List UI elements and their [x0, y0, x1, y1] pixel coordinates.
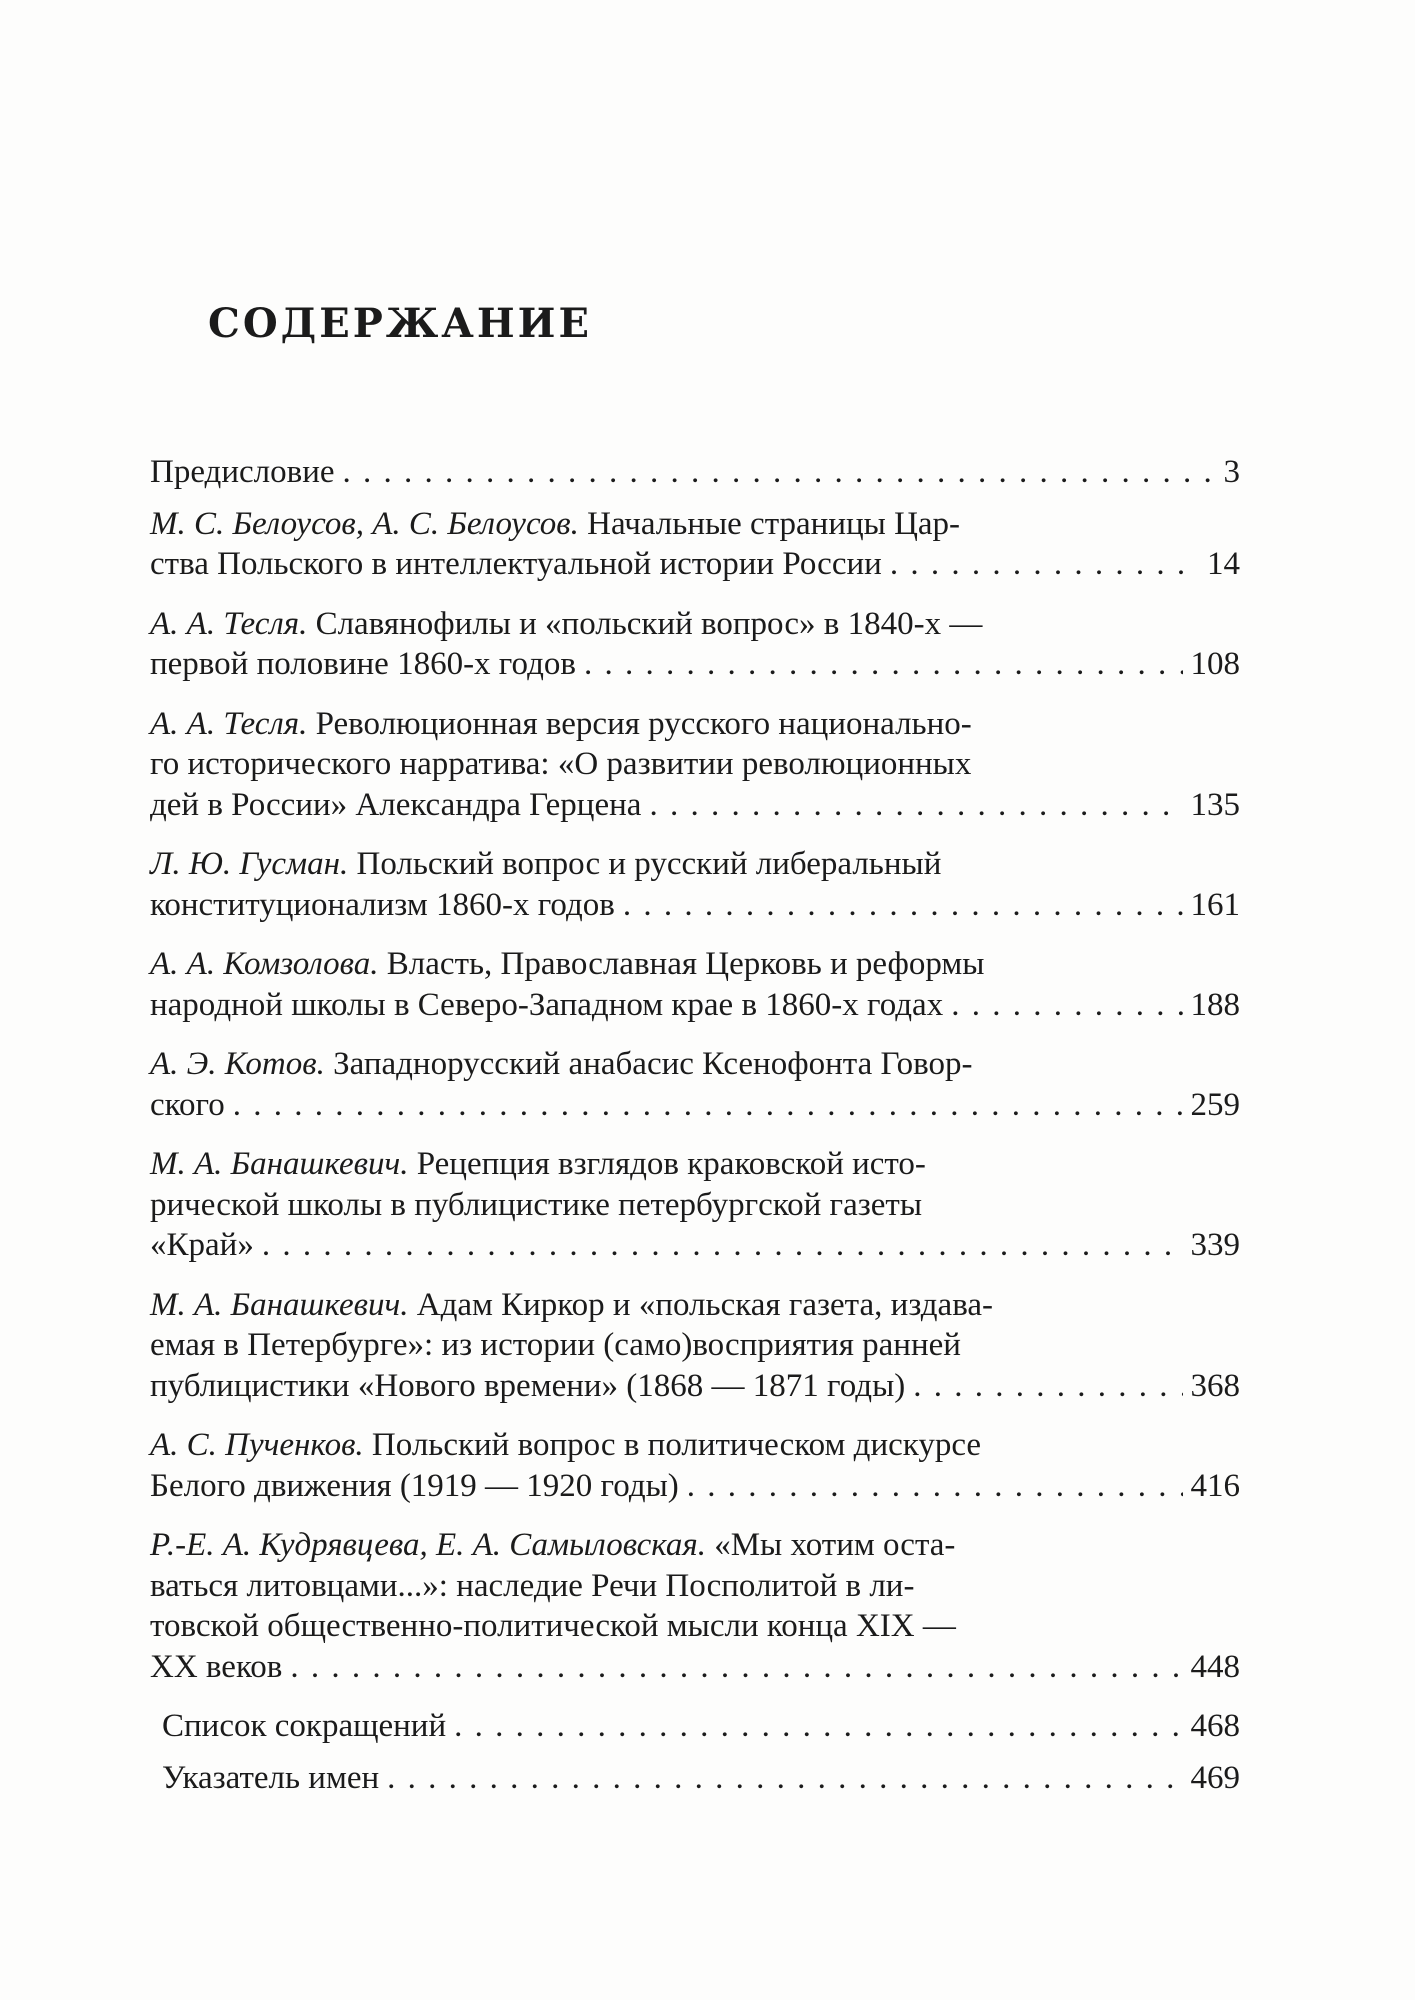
- toc-entry-title-text: ства Польского в интеллектуальной истории России: [150, 546, 882, 582]
- dot-leader: [343, 452, 1216, 493]
- toc-entry-first-line: [150, 844, 1240, 885]
- toc-entry-title-text: Польский вопрос и русский либеральный: [348, 846, 942, 882]
- toc-entry-title-text: XX веков: [150, 1648, 283, 1685]
- toc-page-number: 135: [1190, 786, 1240, 823]
- toc-entry-last-line: [162, 1758, 1240, 1799]
- toc-entry-author: М. А. Банашкевич.: [150, 1146, 409, 1182]
- toc-entry-title-text: народной школы в Северо-Западном крае в 1860-х годах: [150, 986, 944, 1023]
- toc-entry[interactable]: [150, 604, 1240, 685]
- toc-entry-last-line: [150, 1225, 1240, 1266]
- toc-entry-author: М. А. Банашкевич.: [150, 1286, 409, 1323]
- toc-entry-last-line: [150, 985, 1240, 1026]
- dot-leader: [454, 1706, 1182, 1747]
- toc-entry-author: А. А. Тесля.: [150, 605, 308, 642]
- toc-entry-title-text: Власть, Православная Церковь и реформы: [378, 946, 985, 982]
- toc-entry-last-line: [150, 1085, 1240, 1126]
- toc-entry-title-text: Западнорусский анабасис Ксенофонта Говор-: [324, 1046, 973, 1082]
- dot-leader: [623, 885, 1183, 926]
- toc-page-number: 469: [1190, 1759, 1240, 1796]
- toc-entry[interactable]: [150, 1425, 1240, 1506]
- toc-entry-title-text: товской общественно-политической мысли конца XIX —: [150, 1608, 956, 1644]
- toc-entry[interactable]: [150, 844, 1240, 925]
- toc-entry-title-text: «Мы хотим оста-: [705, 1527, 956, 1563]
- toc-page-number: 3: [1223, 454, 1240, 490]
- toc-entry-author: А. Э. Котов.: [150, 1046, 325, 1082]
- table-of-contents: [150, 452, 1240, 1809]
- dot-leader: [290, 1647, 1182, 1688]
- toc-entry-first-line: [150, 944, 1240, 985]
- toc-entry-author: А. С. Пученков.: [150, 1427, 364, 1463]
- toc-page-number: 368: [1190, 1367, 1240, 1404]
- toc-entry-last-line: [150, 785, 1240, 826]
- dot-leader: [262, 1225, 1183, 1266]
- toc-entry-title-text: Рецепция взглядов краковской исто-: [408, 1146, 926, 1182]
- toc-entry-last-line: [150, 1466, 1240, 1507]
- toc-entry-title-text: первой половине 1860-х годов: [150, 646, 576, 682]
- toc-entry-first-line: [150, 1044, 1240, 1085]
- toc-entry-title-text: Польский вопрос в политическом дискурсе: [363, 1427, 982, 1463]
- toc-page-number: 468: [1190, 1708, 1240, 1744]
- dot-leader: [951, 985, 1182, 1026]
- toc-entry-title-text: ского: [150, 1086, 225, 1123]
- toc-entry[interactable]: [150, 704, 1240, 826]
- toc-entry-author: А. А. Тесля.: [150, 705, 308, 742]
- toc-page-number: 14: [1207, 546, 1240, 582]
- toc-entry-title-text: рической школы в публицистике петербургской газеты: [150, 1186, 922, 1223]
- toc-entry-first-line: [150, 1285, 1240, 1326]
- toc-entry-abbreviations[interactable]: [150, 1706, 1240, 1747]
- toc-entry-title-text: емая в Петербурге»: из истории (само)восприятия ранней: [150, 1327, 961, 1363]
- dot-leader: [584, 644, 1183, 685]
- toc-page-number: 108: [1190, 646, 1240, 682]
- toc-entry-title-text: Начальные страницы Цар-: [578, 505, 961, 542]
- dot-leader: [890, 544, 1199, 585]
- toc-entry-first-line: [150, 704, 1240, 745]
- toc-page-number: 259: [1190, 1086, 1240, 1123]
- toc-entry-title-text: публицистики «Нового времени» (1868 — 1871 годы): [150, 1367, 906, 1404]
- toc-entry-last-line: [150, 885, 1240, 926]
- toc-page-number: 448: [1190, 1648, 1240, 1685]
- toc-entry-author: А. А. Комзолова.: [150, 946, 379, 982]
- toc-entry-first-line: [150, 1144, 1240, 1185]
- toc-entry[interactable]: [150, 504, 1240, 585]
- page-title: СОДЕРЖАНИЕ: [208, 300, 592, 347]
- toc-entry-title-text: Славянофилы и «польский вопрос» в 1840-х —: [307, 605, 983, 642]
- toc-entry[interactable]: [150, 1044, 1240, 1125]
- toc-entry[interactable]: [150, 944, 1240, 1025]
- toc-entry-title-text: дей в России» Александра Герцена: [150, 786, 642, 823]
- dot-leader: [233, 1085, 1183, 1126]
- toc-entry-first-line: [150, 604, 1240, 645]
- toc-entry[interactable]: [150, 1144, 1240, 1266]
- toc-entry-last-line: [150, 1366, 1240, 1407]
- dot-leader: [687, 1466, 1183, 1507]
- toc-entry-title-text: Революционная версия русского национально-: [307, 705, 972, 742]
- toc-page-number: 339: [1190, 1227, 1240, 1263]
- toc-entry-author: Л. Ю. Гусман.: [150, 846, 349, 882]
- toc-entry-first-line: [150, 1425, 1240, 1466]
- toc-entry-preface[interactable]: [150, 452, 1240, 493]
- toc-entry-title: Предисловие: [150, 454, 335, 490]
- toc-entry-title-text: Адам Киркор и «польская газета, издава-: [408, 1286, 993, 1323]
- toc-entry-title-text: го исторического нарратива: «О развитии революционных: [150, 746, 972, 782]
- dot-leader: [387, 1758, 1182, 1799]
- toc-entry-name-index[interactable]: [150, 1758, 1240, 1799]
- toc-entry-last-line: [150, 544, 1240, 585]
- toc-page-number: 416: [1190, 1467, 1240, 1504]
- toc-entry-title: Указатель имен: [162, 1759, 380, 1796]
- toc-entry-title-text: ваться литовцами...»: наследие Речи Посполитой в ли-: [150, 1567, 915, 1604]
- toc-entry-author: Р.-Е. А. Кудрявцева, Е. А. Самыловская.: [150, 1527, 706, 1563]
- toc-entry[interactable]: [150, 1285, 1240, 1407]
- toc-entry-title: Список сокращений: [162, 1708, 447, 1744]
- toc-entry-title-text: «Край»: [150, 1227, 254, 1263]
- toc-entry-author: М. С. Белоусов, А. С. Белоусов.: [150, 505, 579, 542]
- toc-entry-first-line: [150, 504, 1240, 545]
- toc-entry-last-line: [150, 1647, 1240, 1688]
- toc-entry-last-line: [150, 452, 1240, 493]
- dot-leader: [649, 785, 1182, 826]
- toc-entry[interactable]: [150, 1525, 1240, 1687]
- toc-entry-title-text: Белого движения (1919 — 1920 годы): [150, 1467, 679, 1504]
- toc-entry-last-line: [162, 1706, 1240, 1747]
- toc-entry-first-line: [150, 1525, 1240, 1566]
- toc-entry-last-line: [150, 644, 1240, 685]
- toc-page-number: 161: [1190, 886, 1240, 923]
- toc-entry-title-text: конституционализм 1860-х годов: [150, 886, 615, 923]
- toc-page-number: 188: [1190, 986, 1240, 1023]
- dot-leader: [913, 1366, 1182, 1407]
